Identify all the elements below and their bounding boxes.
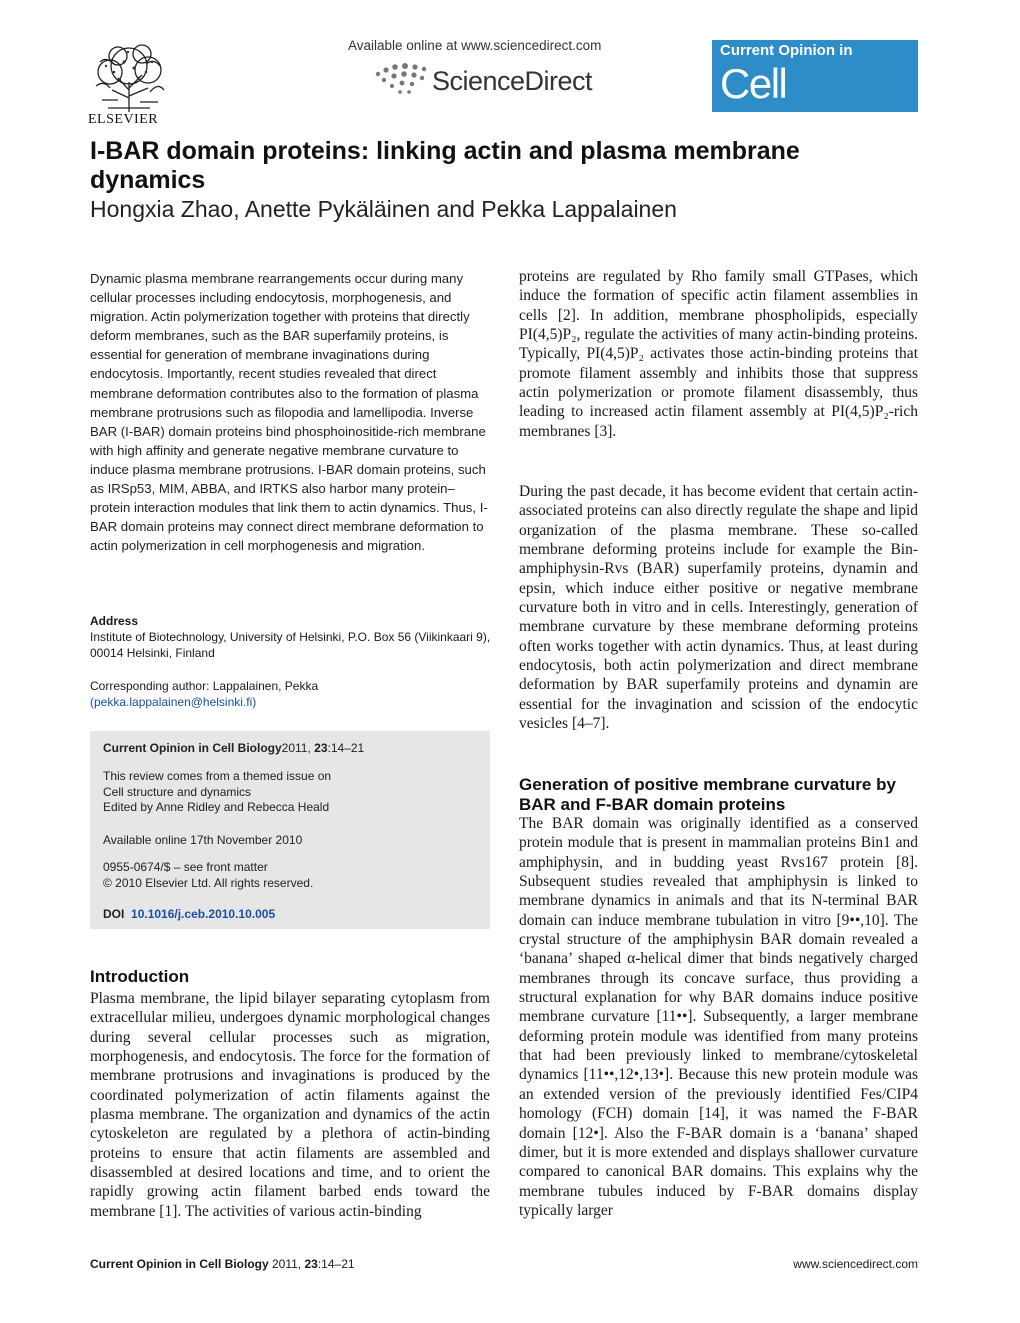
doi-line — [103, 906, 275, 922]
body-paragraph-1: proteins are regulated by Rho family small GTPases, which induce the formation of specific actin filament assemblies in cells [2]. In addition, membrane phospholipids, especially PI(4,5)P₂, regulate the activities of many actin-binding proteins. Typically, PI(4,5)P₂ activates those actin-binding proteins that promote filament assembly and inhibits those that suppress actin polymerization or promote filament disassembly, thus leading to increased actin filament assembly at PI(4,5)P₂-rich membranes [3]. — [519, 268, 918, 440]
elsevier-tree-logo — [88, 42, 170, 114]
citation-volume: 23 — [314, 741, 328, 755]
journal-badge — [712, 40, 918, 155]
body-paragraph-3: The BAR domain was originally identified as a conserved protein module that is present in mammalian proteins Bin1 and amphiphysin, and in budding yeast Rvs167 protein [8]. Subsequent studies revealed that amphiphysin is linked to membrane dynamics in animals and that its N-terminal BAR domain can induce membrane tubulation in vitro [9••,10]. The crystal structure of the amphiphysin BAR domain revealed a ‘banana’ shaped α-helical dimer that binds negatively charged membranes through its concave surface, thus providing a structural explanation for why BAR domains induce positive membrane curvature [11••]. Subsequently, a larger membrane deforming protein module was identified from many proteins that had been previously linked to membrane/cytoskeletal dynamics [11••,12•,13•]. Because this new protein module was an extended version of the previously identified Fes/CIP4 homology (FCH) domain [14], it was named the F-BAR domain [12•]. Also the F-BAR domain is a ‘banana’ shaped dimer, but it is more extended and displays shallower curvature compared to canonical BAR domains. This explains why the membrane tubules induced by F-BAR domains display typically larger — [519, 815, 918, 1219]
article-authors: Hongxia Zhao, Anette Pykäläinen and Pekka Lappalainen — [90, 196, 677, 222]
citation-line — [103, 740, 364, 756]
available-online-date: Available online 17th November 2010 — [103, 833, 303, 847]
copyright-line: © 2010 Elsevier Ltd. All rights reserved. — [103, 876, 314, 890]
article-title: I-BAR domain proteins: linking actin and plasma membrane dynamics — [90, 137, 800, 194]
elsevier-wordmark: ELSEVIER — [88, 112, 159, 127]
citation-journal: Current Opinion in Cell Biology — [103, 741, 282, 755]
footer-journal: Current Opinion in Cell Biology — [90, 1257, 269, 1271]
doi-label: DOI — [103, 907, 125, 921]
section-heading-positive-curvature: Generation of positive membrane curvature by BAR and F-BAR domain proteins — [519, 775, 896, 814]
introduction-text: Plasma membrane, the lipid bilayer separating cytoplasm from extracellular milieu, undergoes dynamic morphological changes during several cellular processes such as migration, morphogenesis, and endocytosis. The force for the formation of membrane protrusions and invaginations is produced by the coordinated polymerization of actin filaments against the plasma membrane. The organization and dynamics of the actin cytoskeleton are regulated by a plethora of actin-binding proteins to ensure that actin filaments are assembled and disassembled at desired locations and time, and to orient the rapidly growing actin filament barbed ends toward the membrane [1]. The activities of various actin-binding — [90, 990, 490, 1220]
available-online-text: Available online at www.sciencedirect.com — [348, 38, 602, 53]
corresponding-email-link[interactable]: (pekka.lappalainen@helsinki.fi) — [90, 695, 257, 709]
footer-pages: :14–21 — [317, 1257, 355, 1271]
footer-citation — [90, 1257, 355, 1271]
themed-issue-title: Cell structure and dynamics — [103, 785, 252, 799]
journal-badge-line2: Cell Biology — [720, 60, 848, 155]
journal-badge-line1: Current Opinion in — [720, 42, 853, 59]
sciencedirect-dots-icon — [372, 60, 432, 100]
introduction-heading: Introduction — [90, 967, 190, 986]
editors-line: Edited by Anne Ridley and Rebecca Heald — [103, 800, 330, 814]
footer-url[interactable]: www.sciencedirect.com — [793, 1257, 918, 1271]
footer-year: 2011, — [268, 1257, 305, 1271]
sciencedirect-wordmark: ScienceDirect — [432, 66, 593, 96]
body-paragraph-2: During the past decade, it has become evident that certain actin-associated proteins can also directly regulate the shape and lipid organization of the plasma membrane. These so-called membrane deforming proteins include for example the Bin-amphiphysin-Rvs (BAR) superfamily proteins, dynamin and epsin, which induce either positive or negative membrane curvature both in vitro and in cells. Interestingly, generation of membrane curvature by these membrane deforming proteins often works together with actin dynamics. Thus, at least during endocytosis, both actin polymerization and direct membrane deformation by BAR superfamily proteins and dynamin are essential for the invagination and scission of the endocytic vesicles [4–7]. — [519, 483, 918, 733]
themed-issue-line: This review comes from a themed issue on — [103, 769, 332, 783]
doi-link[interactable]: 10.1016/j.ceb.2010.10.005 — [131, 907, 276, 921]
footer-volume: 23 — [304, 1257, 318, 1271]
citation-pages: :14–21 — [327, 741, 365, 755]
article-info-box — [90, 731, 490, 929]
address-text: Institute of Biotechnology, University of Helsinki, P.O. Box 56 (Viikinkaari 9), 00014 Helsinki, Finland — [90, 630, 491, 660]
citation-year: 2011, — [281, 741, 315, 755]
corresponding-label: Corresponding author: Lappalainen, Pekka — [90, 679, 319, 693]
abstract: Dynamic plasma membrane rearrangements occur during many cellular processes including endocytosis, morphogenesis, and migration. Actin polymerization together with proteins that directly deform membranes, such as the BAR superfamily proteins, is essential for generation of membrane invaginations during endocytosis. Importantly, recent studies revealed that direct membrane deformation contributes also to the formation of plasma membrane protrusions such as filopodia and lamellipodia. Inverse BAR (I-BAR) domain proteins bind phosphoinositide-rich membrane with high affinity and generate negative membrane curvature to induce plasma membrane protrusions. I-BAR domain proteins, such as IRSp53, MIM, ABBA, and IRTKS also harbor many protein–protein interaction modules that link them to actin dynamics. Thus, I-BAR domain proteins may connect direct membrane deformation to actin polymerization in cell morphogenesis and migration. — [90, 271, 488, 554]
corresponding-author — [90, 678, 495, 710]
address-heading: Address — [90, 614, 139, 628]
issn-line: 0955-0674/$ – see front matter — [103, 860, 268, 874]
